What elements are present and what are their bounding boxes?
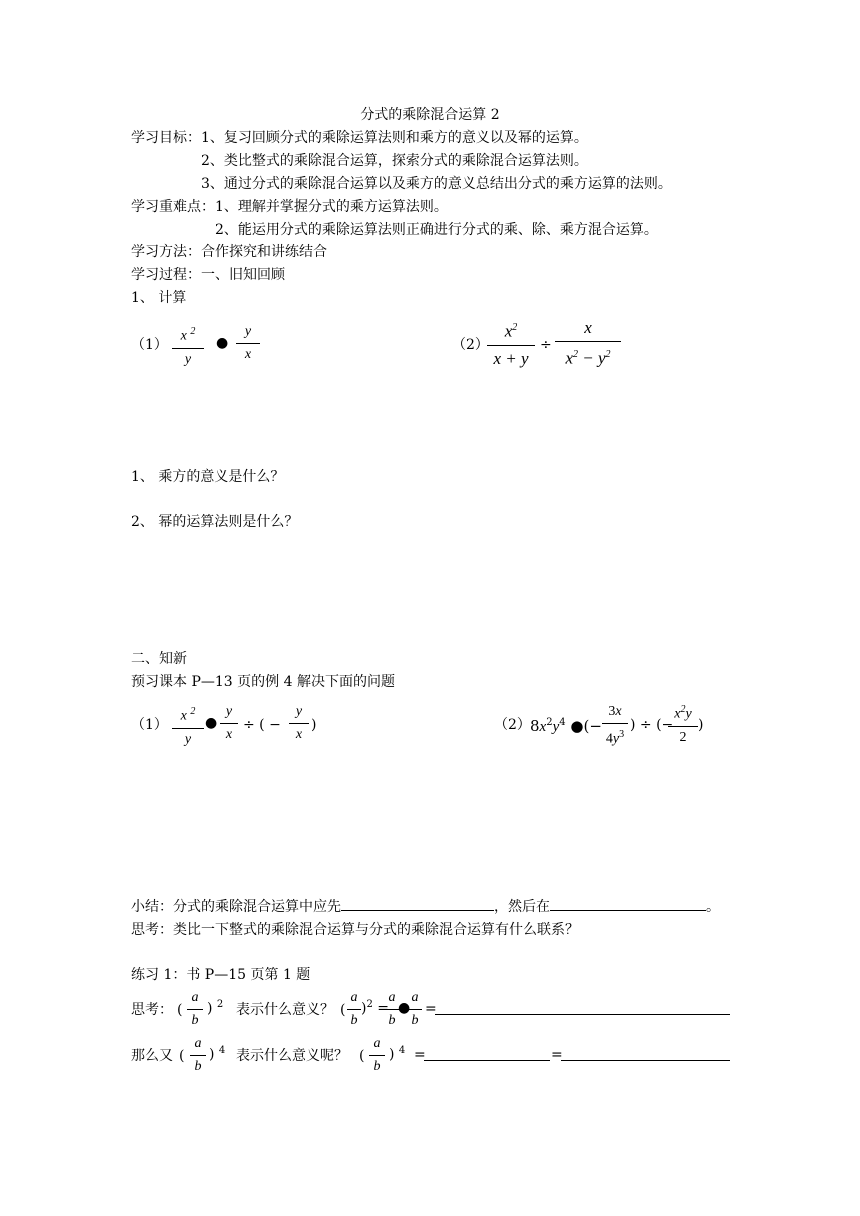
summary-middle: ，然后在 [494, 899, 550, 915]
think-2-text-3: 表示什么意义呢？ [236, 1048, 348, 1064]
calc-heading: 1、 计算 [131, 290, 187, 306]
think-2-prefix: 思考： [131, 1002, 173, 1018]
answer-blank-2[interactable] [424, 1046, 550, 1066]
preview-text: 预习课本 P—13 页的例 4 解决下面的问题 [131, 674, 395, 690]
exponent: ) $^4$ [389, 1045, 406, 1063]
equals: = [425, 1001, 437, 1017]
fraction: $x^2$ x + y [487, 316, 535, 371]
review-q1-label: （1） [131, 337, 168, 353]
fraction: $x^2y$ 2 [668, 700, 698, 748]
dot-operator: ● [216, 335, 229, 351]
paren: ( [177, 1002, 183, 1018]
summary [131, 898, 720, 916]
equals: = [414, 1047, 426, 1063]
equals: = [551, 1047, 563, 1063]
answer-blank-1[interactable] [435, 1000, 730, 1020]
fraction: a b [190, 1034, 206, 1077]
exercise-1: 练习 1：书 P—15 页第 1 题 [131, 967, 311, 983]
paren: ) [311, 717, 317, 733]
summary-blank-1[interactable] [341, 910, 494, 911]
fraction: x $x^2 - y^2$ [555, 316, 621, 371]
goals-label: 学习目标： [131, 130, 201, 146]
fraction: 3x $4y^3$ [602, 702, 628, 750]
fraction: y x [289, 702, 309, 745]
method: 学习方法：合作探究和讲练结合 [131, 244, 327, 260]
answer-blank-3[interactable] [561, 1046, 730, 1066]
paren: ) [698, 717, 704, 733]
exponent: ) $^4$ [209, 1045, 226, 1063]
fraction: a b [347, 988, 361, 1031]
fraction: x $^2$ y [172, 322, 204, 370]
paren: ( [359, 1048, 365, 1064]
fraction: a b [408, 988, 422, 1031]
think-1: 思考：类比一下整式的乘除混合运算与分式的乘除混合运算有什么联系？ [131, 922, 579, 938]
dot-operator: ● [205, 715, 218, 731]
fraction: a b [369, 1034, 385, 1077]
summary-suffix: 。 [706, 899, 720, 915]
fraction: a b [187, 988, 203, 1031]
fraction: a b [385, 988, 399, 1031]
divide-operator: ÷ [540, 337, 552, 353]
page-title: 分式的乘除混合运算 2 [360, 107, 500, 123]
review-q2-label: （2） [452, 337, 489, 353]
summary-blank-2[interactable] [550, 910, 706, 911]
goal-item-2: 2、类比整式的乘除混合运算，探索分式的乘除混合运算法则。 [201, 153, 588, 169]
expression: $8x^2y^4$ ●(− [530, 717, 602, 735]
key-point-1: 1、理解并掌握分式的乘方运算法则。 [215, 199, 448, 215]
fraction: y x [236, 322, 260, 365]
fraction: y x [220, 702, 238, 745]
example-q1-label: （1） [131, 717, 168, 733]
paren: ( [340, 1002, 346, 1018]
exponent: ) $^2$ [207, 999, 224, 1017]
goal-item-3: 3、通过分式的乘除混合运算以及乘方的意义总结出分式的乘方运算的法则。 [201, 176, 672, 192]
exponent: )$^2$ = [361, 999, 390, 1017]
goal-item-1: 1、复习回顾分式的乘除运算法则和乘方的意义以及幂的运算。 [201, 130, 588, 146]
new-section-heading: 二、知新 [131, 651, 187, 667]
expression: ) ÷ (− [630, 717, 674, 733]
key-points-label: 学习重难点： [131, 199, 215, 215]
question-meaning: 1、 乘方的意义是什么？ [131, 469, 285, 485]
summary-prefix: 小结：分式的乘除混合运算中应先 [131, 899, 341, 915]
think-2-text-1: 表示什么意义？ [236, 1002, 334, 1018]
fraction: x $^2$ y [172, 702, 204, 750]
question-power: 2、 幂的运算法则是什么？ [131, 514, 299, 530]
key-point-2: 2、能运用分式的乘除运算法则正确进行分式的乘、除、乘方混合运算。 [215, 222, 658, 238]
think-2-text-2: 那么又 [131, 1048, 173, 1064]
paren: ( [179, 1048, 185, 1064]
process: 学习过程：一、旧知回顾 [131, 267, 285, 283]
example-q2-label: （2） [494, 717, 531, 733]
divide-operator: ÷ ( − [243, 717, 281, 733]
dot-operator: ● [398, 1000, 411, 1016]
